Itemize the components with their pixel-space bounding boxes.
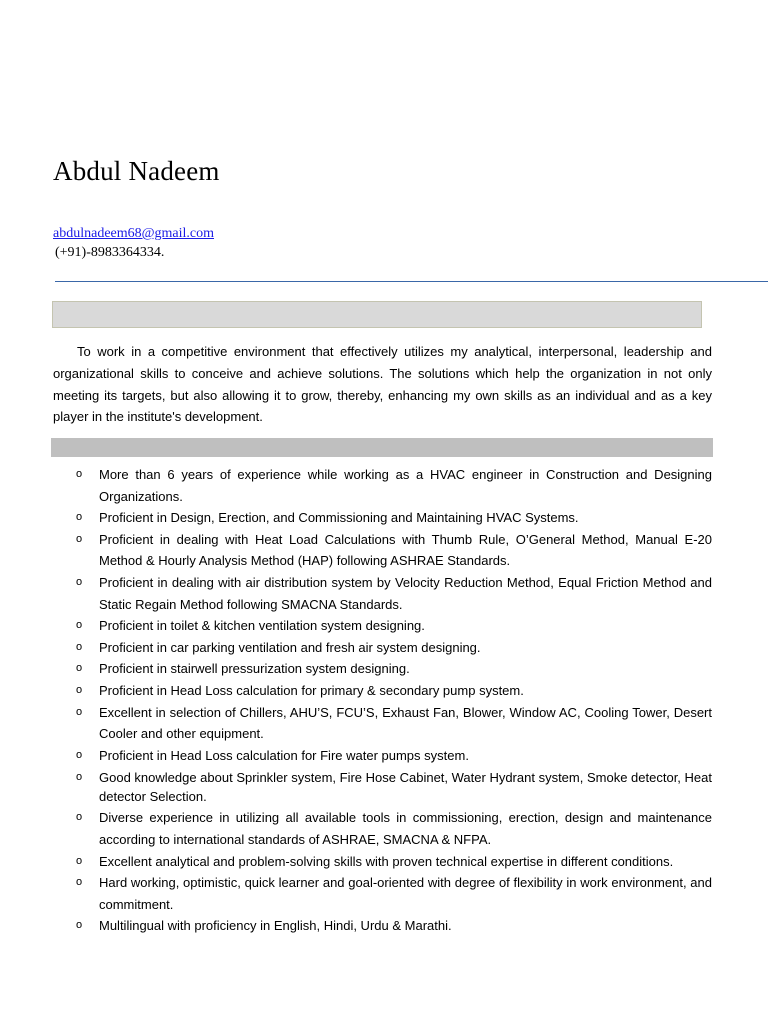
- bullet-icon: o: [76, 511, 83, 524]
- bullet-icon: o: [76, 919, 83, 932]
- bullet-icon: o: [76, 619, 83, 632]
- list-item-text: Proficient in Head Loss calculation for primary & secondary pump system.: [99, 682, 524, 698]
- list-item: [0, 658, 712, 680]
- list-item: [0, 507, 712, 529]
- objective-paragraph: [53, 341, 712, 428]
- list-item: [0, 572, 712, 615]
- list-item-text: Proficient in stairwell pressurization system designing.: [99, 661, 410, 677]
- list-item: [0, 915, 712, 937]
- list-item-text: Proficient in dealing with Heat Load Calculations with Thumb Rule, O’General Method, Manual E-20 Method & Hourly Analysis Method (HAP) following ASHRAE Standards.: [99, 531, 712, 569]
- candidate-name: Abdul Nadeem: [53, 156, 220, 186]
- bullet-icon: o: [76, 575, 83, 588]
- objective-text: To work in a competitive environment that effectively utilizes my analytical, interpersonal, leadership and organizational skills to conceive and achieve solutions. The solutions which help the organization in not only meeting its targets, but also allowing it to grow, thereby, enhancing my own skills as an individual and as a key player in the institute's development.: [53, 344, 712, 425]
- list-item-text: Excellent in selection of Chillers, AHU’S, FCU’S, Exhaust Fan, Blower, Window AC, Cooling Tower, Desert Cooler and other equipment.: [99, 704, 712, 742]
- bullet-icon: o: [76, 876, 83, 889]
- skills-list: [0, 464, 712, 937]
- list-item-text: Proficient in Head Loss calculation for Fire water pumps system.: [99, 747, 469, 763]
- bullet-icon: o: [76, 532, 83, 545]
- list-item: [0, 745, 712, 767]
- bullet-icon: o: [76, 683, 83, 696]
- bullet-icon: o: [76, 748, 83, 761]
- list-item-text: More than 6 years of experience while working as a HVAC engineer in Construction and Designing Organizations.: [99, 467, 712, 504]
- list-item-text: Proficient in toilet & kitchen ventilation system designing.: [99, 618, 425, 634]
- bullet-icon: o: [76, 640, 83, 653]
- bullet-icon: o: [76, 705, 83, 718]
- list-item: [0, 872, 712, 915]
- list-item: [0, 702, 712, 745]
- list-item-text: Multilingual with proficiency in English, Hindi, Urdu & Marathi.: [99, 918, 452, 934]
- list-item: [0, 529, 712, 572]
- list-item: [0, 680, 712, 702]
- bullet-icon: o: [76, 662, 83, 675]
- list-item-text: Proficient in car parking ventilation and fresh air system designing.: [99, 639, 481, 655]
- list-item: [0, 807, 712, 850]
- list-item-text: Excellent analytical and problem-solving skills with proven technical expertise in different conditions.: [99, 853, 674, 869]
- objective-section-header: [52, 301, 702, 328]
- list-item-text: Diverse experience in utilizing all available tools in commissioning, erection, design and maintenance according to international standards of ASHRAE, SMACNA & NFPA.: [99, 810, 712, 847]
- bullet-icon: o: [76, 854, 83, 867]
- phone-number: (+91)-8983364334.: [55, 245, 165, 260]
- list-item: [0, 464, 712, 507]
- list-item-text: Hard working, optimistic, quick learner and goal-oriented with degree of flexibility in work environment, and commitment.: [99, 875, 712, 912]
- list-item-text: Proficient in dealing with air distribution system by Velocity Reduction Method, Equal Friction Method and Static Regain Method following SMACNA Standards.: [99, 574, 712, 612]
- bullet-icon: o: [76, 468, 83, 480]
- list-item: [0, 768, 712, 806]
- bullet-icon: o: [76, 811, 83, 824]
- list-item: [0, 637, 712, 659]
- bullet-icon: o: [76, 771, 83, 784]
- list-item: [0, 851, 712, 873]
- list-item-text: Proficient in Design, Erection, and Commissioning and Maintaining HVAC Systems.: [99, 510, 579, 526]
- list-item: [0, 615, 712, 637]
- email-link[interactable]: abdulnadeem68@gmail.com: [53, 226, 215, 241]
- list-item-text: Good knowledge about Sprinkler system, Fire Hose Cabinet, Water Hydrant system, Smoke detector, Heat detector Selection.: [99, 770, 712, 805]
- header-divider: [55, 281, 768, 282]
- skills-section-header: [51, 438, 713, 457]
